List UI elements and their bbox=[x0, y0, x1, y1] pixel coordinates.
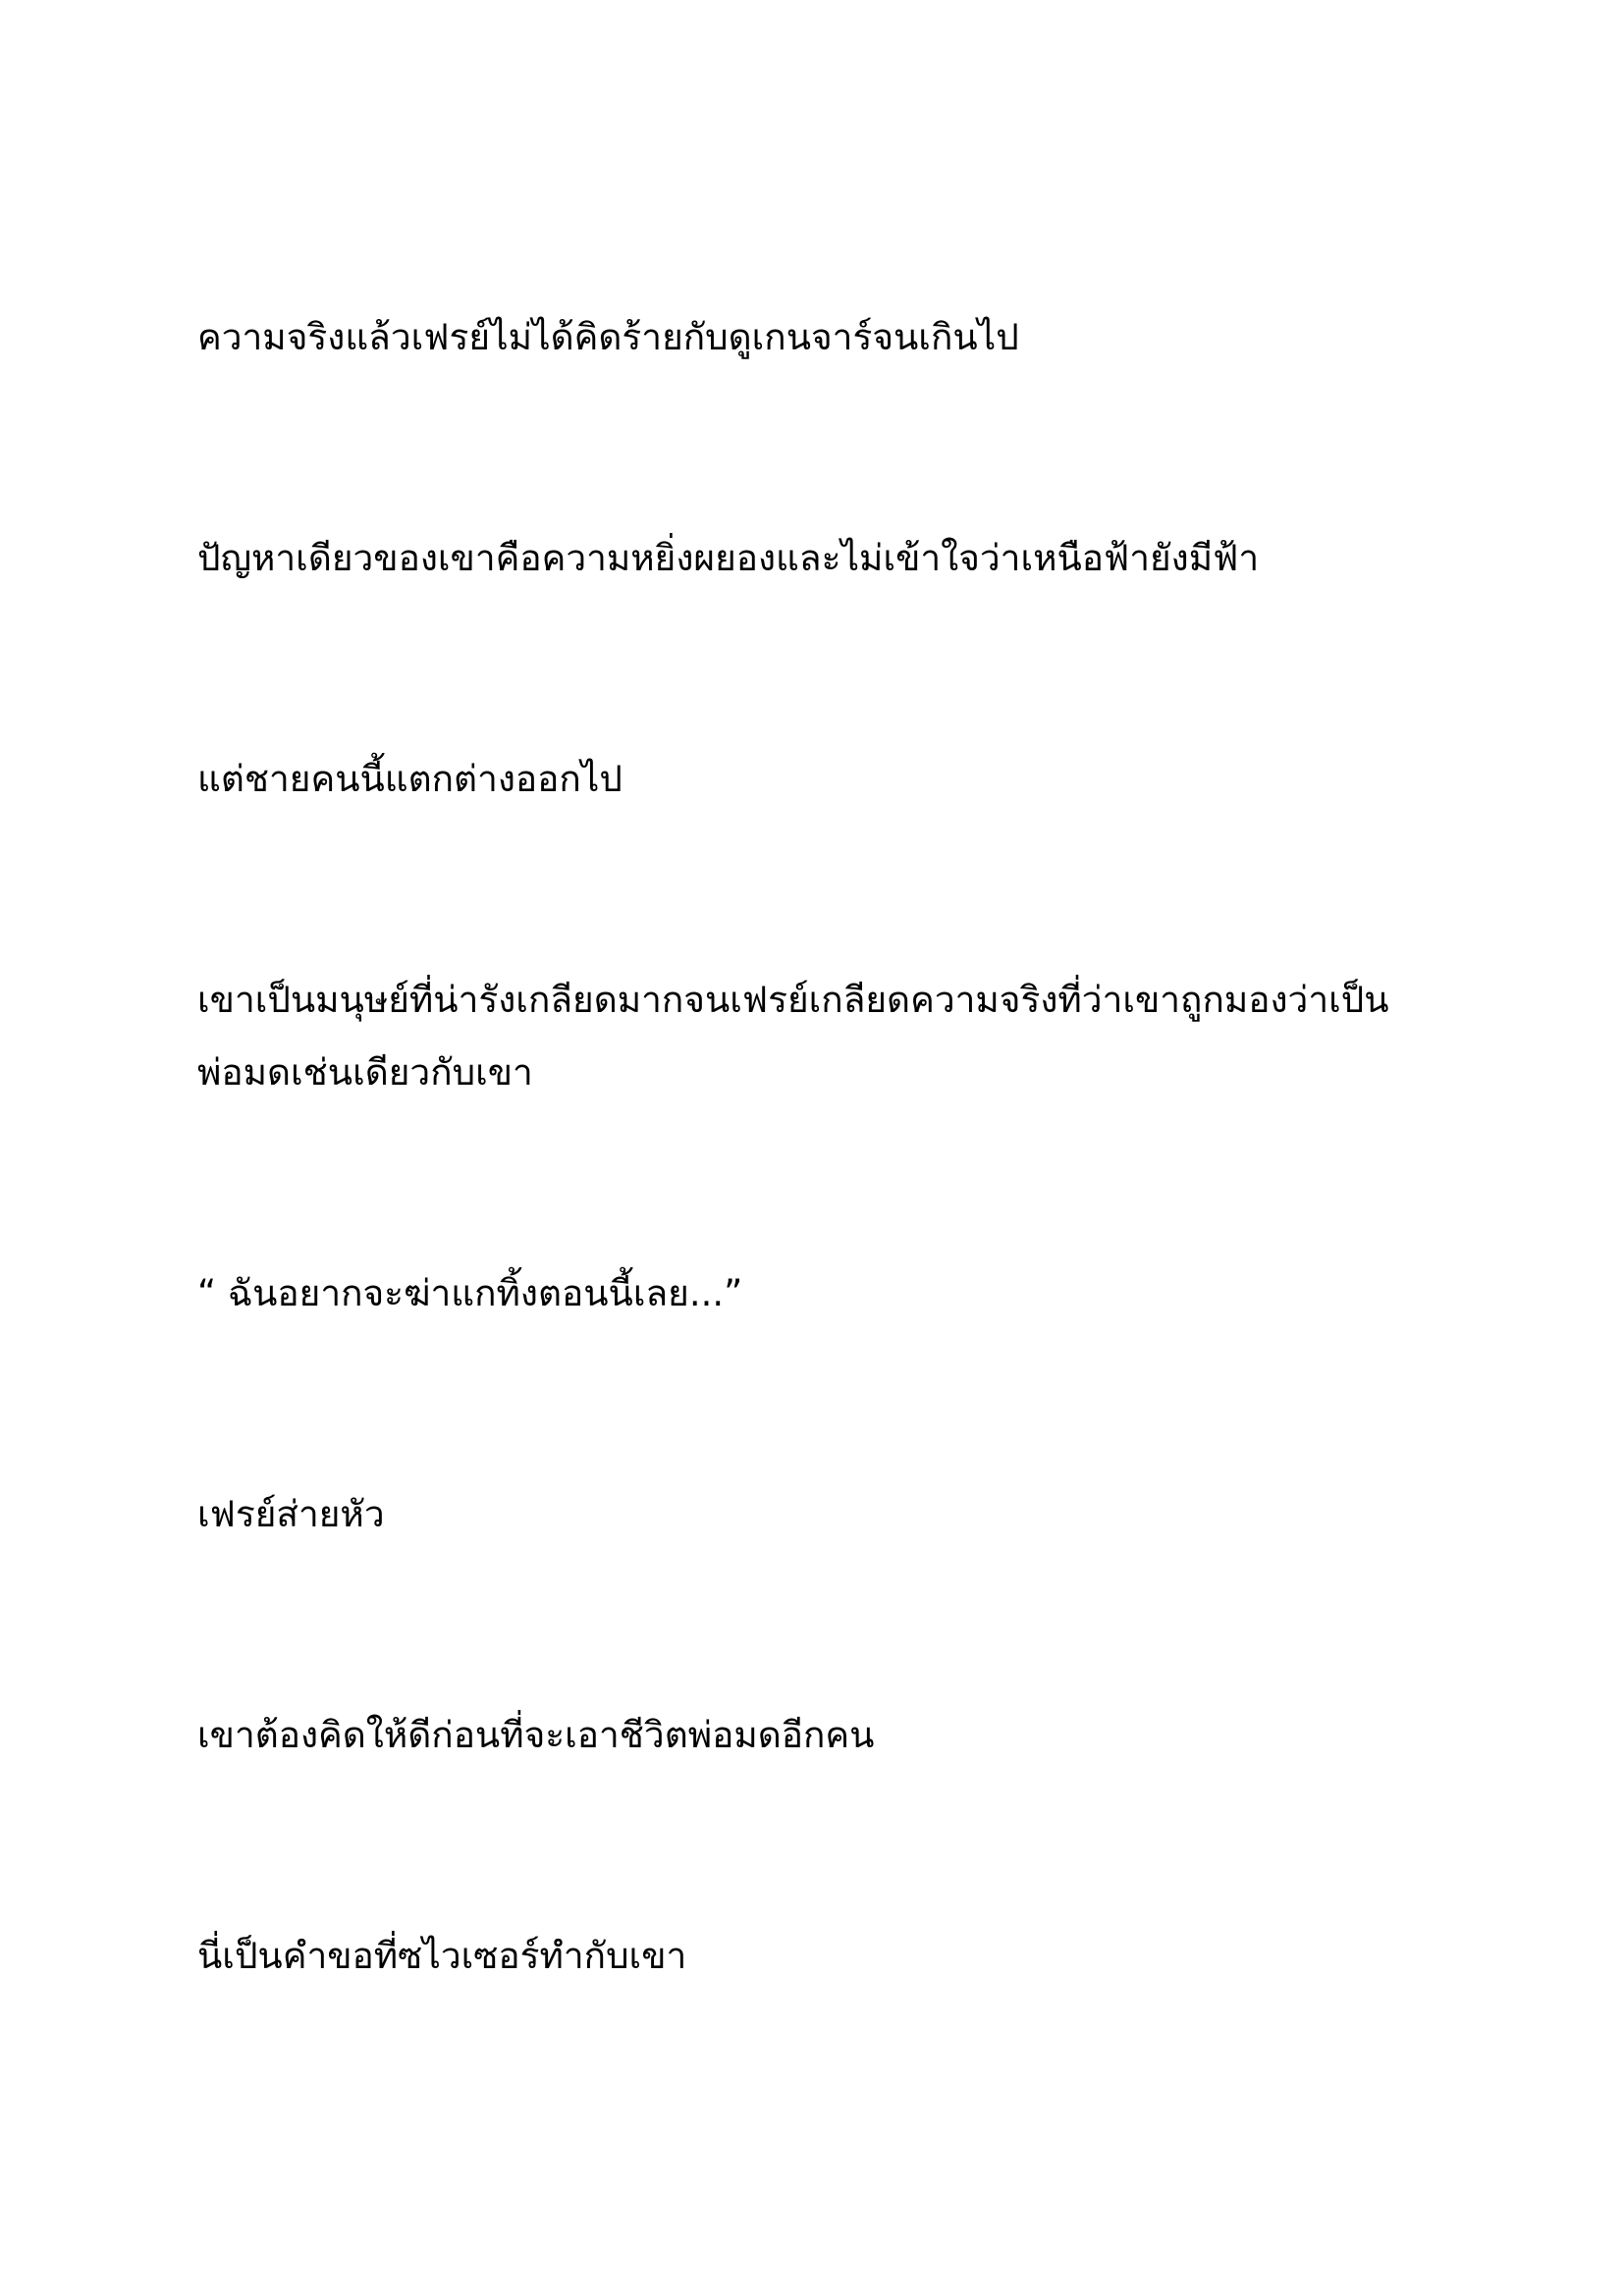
paragraph: เขาต้องคิดให้ดีก่อนที่จะเอาชีวิตพ่อมดอีกคน bbox=[197, 1714, 875, 1756]
paragraph: ปัญหาเดียวของเขาคือความหยิ่งผยองและไม่เข้าใจว่าเหนือฟ้ายังมีฟ้า bbox=[197, 537, 1260, 579]
paragraph: เฟรย์ส่ายหัว bbox=[197, 1493, 385, 1535]
paragraph: เขาเป็นมนุษย์ที่น่ารังเกลียดมากจนเฟรย์เกลียดความจริงที่ว่าเขาถูกมองว่าเป็นพ่อมดเช่นเดียวกับเขา bbox=[197, 979, 1389, 1094]
paragraph: นี่เป็นคำขอที่ซไวเซอร์ทำกับเขา bbox=[197, 1935, 687, 1977]
dialogue-paragraph: “ ฉันอยากจะฆ่าแกทิ้งตอนนี้เลย...” bbox=[197, 1272, 743, 1314]
paragraph: ความจริงแล้วเฟรย์ไม่ได้คิดร้ายกับดูเกนจาร์จนเกินไป bbox=[197, 316, 1019, 358]
paragraph: แต่ชายคนนี้แตกต่างออกไป bbox=[197, 758, 623, 800]
